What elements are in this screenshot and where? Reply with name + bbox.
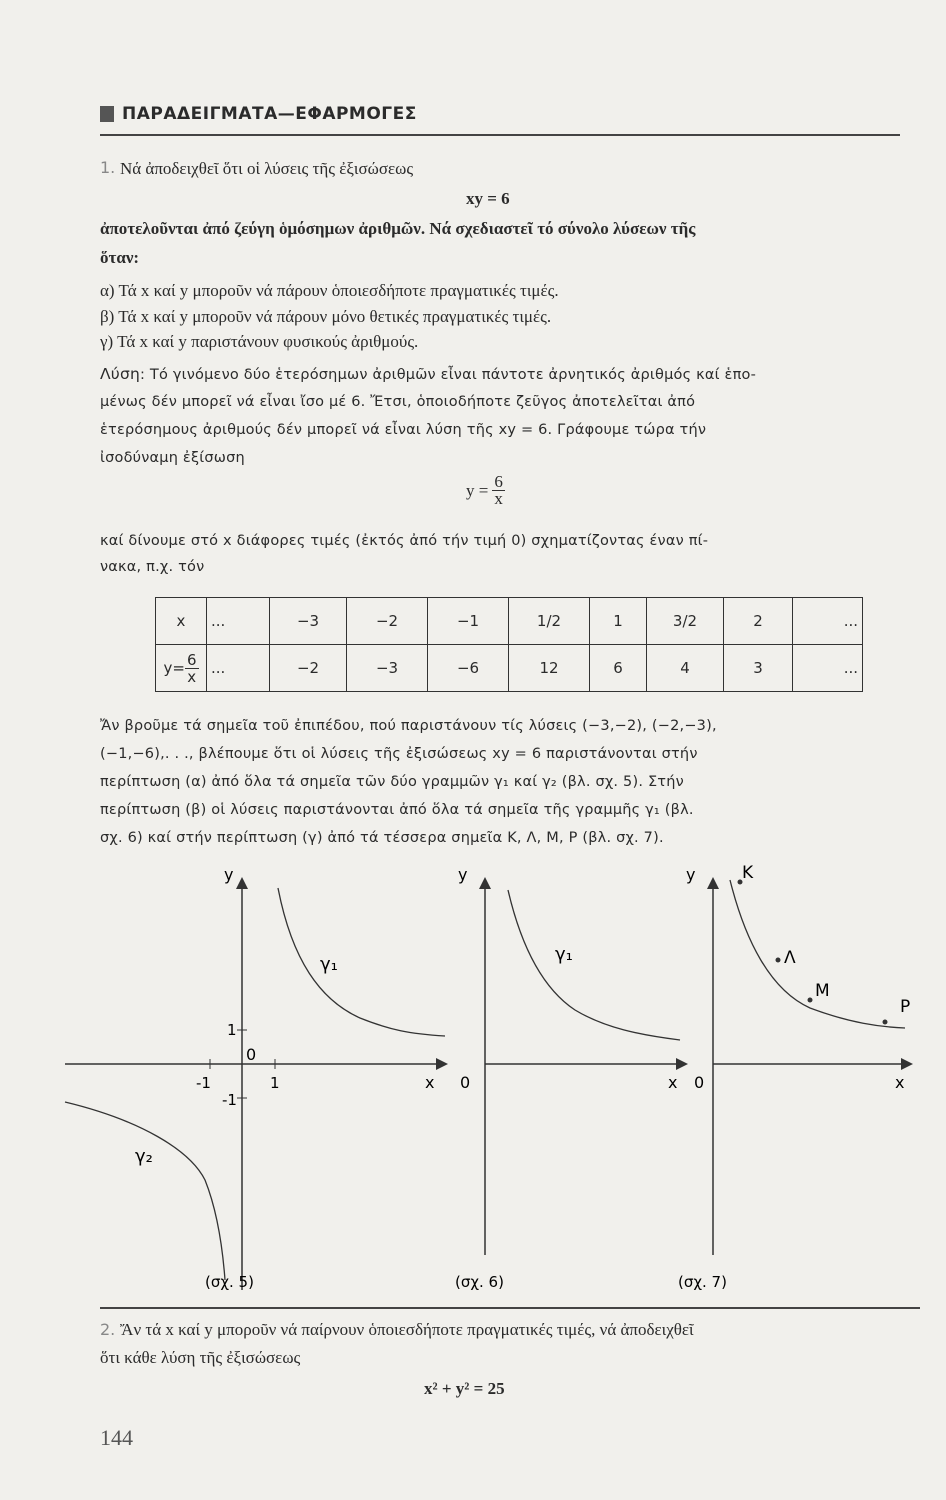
fig5-tick-label-ym1: -1 <box>222 1091 237 1109</box>
fig7-y-label: y <box>686 865 696 884</box>
table-cell: 2 <box>724 598 793 645</box>
fig7-point-P <box>883 1020 888 1025</box>
ex1-statement-1: Νά ἀποδειχθεῖ ὅτι οἱ λύσεις τῆς ἐξισώσεως <box>120 159 414 178</box>
table-cell: 6 <box>590 645 647 692</box>
table-cell: −1 <box>428 598 509 645</box>
figure-7 <box>678 863 910 1291</box>
table-cell: 1/2 <box>509 598 590 645</box>
fig7-origin: 0 <box>694 1073 705 1092</box>
fig7-point-M <box>808 998 813 1003</box>
after-table-line-2: (−1,−6),. . ., βλέπουμε ὅτι οἱ λύσεις τῆς ἐξισώσεως xy = 6 παριστάνονται στήν <box>100 746 698 762</box>
table-cell: −2 <box>347 598 428 645</box>
table-cell: x <box>156 598 207 645</box>
table-row-y <box>156 645 863 692</box>
page-number: 144 <box>100 1425 133 1450</box>
fig5-tick-label-xm1: -1 <box>196 1074 211 1092</box>
fig5-gamma1-curve <box>278 888 445 1036</box>
heading-square-icon <box>100 106 114 122</box>
solution-text-1: : Τό γινόμενο δύο ἑτερόσημων ἀριθμῶν εἶναι πάντοτε ἀρνητικός ἀριθμός καί ἑπο- <box>140 367 757 383</box>
table-cell: −2 <box>270 645 347 692</box>
fig6-origin: 0 <box>460 1073 471 1092</box>
ex1-case-a: α) Τά x καί y μποροῦν νά πάρουν ὁποιεσδήποτε πραγματικές τιμές. <box>100 281 559 300</box>
eq-denominator: x <box>494 489 503 508</box>
heading-rule <box>100 134 900 136</box>
fig5-x-label: x <box>425 1073 435 1092</box>
solution-line-5: καί δίνουμε στό x διάφορες τιμές (ἐκτός ἀπό τήν τιμή 0) σχηματίζοντας έναν πί- <box>100 533 709 549</box>
fig7-caption: (σχ. 7) <box>678 1273 727 1291</box>
table-cell: ... <box>793 645 863 692</box>
table-cell: 3/2 <box>647 598 724 645</box>
figure-6 <box>455 865 685 1291</box>
section-title: ΠΑΡΑΔΕΙΓΜΑΤΑ—ΕΦΑΡΜΟΓΕΣ <box>122 104 417 124</box>
fig7-label-L: Λ <box>784 948 796 968</box>
solution-line-4: ἰσοδύναμη ἐξίσωση <box>100 450 245 466</box>
ex2-statement-1: Ἄν τά x καί y μποροῦν νά παίρνουν ὁποιεσδήποτε πραγματικές τιμές, νά ἀποδειχθεῖ <box>120 1320 694 1339</box>
table-cell: −3 <box>347 645 428 692</box>
table-cell: ... <box>207 598 270 645</box>
ex1-statement-2: ἀποτελοῦνται ἀπό ζεύγη ὁμόσημων ἀριθμῶν. Νά σχεδιαστεῖ τό σύνολο λύσεων τῆς <box>100 219 696 238</box>
fig7-reference-curve <box>730 880 905 1028</box>
fig6-caption: (σχ. 6) <box>455 1273 504 1291</box>
fig5-caption: (σχ. 5) <box>205 1273 254 1291</box>
y-label-fraction <box>185 652 199 685</box>
figures-svg <box>0 850 946 1310</box>
figure-5 <box>65 865 445 1291</box>
table-cell: −3 <box>270 598 347 645</box>
ex2-equation: x² + y² = 25 <box>424 1379 505 1398</box>
fig7-label-K: K <box>742 863 754 883</box>
y-label-num: 6 <box>186 650 197 669</box>
exercise-1-number: 1. <box>100 158 116 177</box>
table-row-x <box>156 598 863 645</box>
solution-line-6: νακα, π.χ. τόν <box>100 559 205 575</box>
equivalent-equation <box>466 474 505 507</box>
solution-line-3: ἑτερόσημους ἀριθμούς δέν μπορεῖ νά εἶναι λύση τῆς xy = 6. Γράφουμε τώρα τήν <box>100 422 707 438</box>
section-heading <box>100 104 417 124</box>
fig5-gamma2-curve <box>65 1102 225 1280</box>
ex1-equation: xy = 6 <box>466 189 510 208</box>
table-cell: 1 <box>590 598 647 645</box>
after-table-line-4: περίπτωση (β) οἱ λύσεις παριστάνονται ἀπό ὅλα τά σημεῖα τῆς γραμμῆς γ₁ (βλ. <box>100 802 694 818</box>
table-cell: 12 <box>509 645 590 692</box>
fig7-x-label: x <box>895 1073 905 1092</box>
eq-lhs: y = <box>466 480 489 500</box>
after-table-line-3: περίπτωση (α) ἀπό ὅλα τά σημεῖα τῶν δύο γραμμῶν γ₁ καί γ₂ (βλ. σχ. 5). Στήν <box>100 774 684 790</box>
after-table-line-5: σχ. 6) καί στήν περίπτωση (γ) ἀπό τά τέσσερα σημεῖα Κ, Λ, Μ, Ρ (βλ. σχ. 7). <box>100 830 664 846</box>
fig6-y-label: y <box>458 865 468 884</box>
solution-label: Λύση <box>100 365 141 383</box>
fig6-gamma1-label: γ₁ <box>555 944 573 965</box>
fig5-gamma2-label: γ₂ <box>135 1146 153 1167</box>
values-table <box>155 597 863 692</box>
solution-line-2: μένως δέν μπορεῖ νά εἶναι ἴσο μέ 6. Ἔτσι, ὁποιοδήποτε ζεῦγος ἀποτελεῖται ἀπό <box>100 394 696 410</box>
fig5-gamma1-label: γ₁ <box>320 954 338 975</box>
table-cell: 4 <box>647 645 724 692</box>
table-cell-y-label <box>156 645 207 692</box>
exercise-2-number: 2. <box>100 1320 116 1339</box>
fig5-tick-label-x1: 1 <box>270 1074 280 1092</box>
fig5-origin: 0 <box>246 1045 257 1064</box>
table-cell: 3 <box>724 645 793 692</box>
fig6-x-label: x <box>668 1073 678 1092</box>
fig7-point-L <box>776 958 781 963</box>
after-table-line-1: Ἄν βροῦμε τά σημεῖα τοῦ ἐπιπέδου, πού παριστάνουν τίς λύσεις (−3,−2), (−2,−3), <box>100 718 717 734</box>
fig5-y-label: y <box>224 865 234 884</box>
fig7-label-P: P <box>900 997 911 1017</box>
y-label-lhs: y= <box>163 658 185 677</box>
fig5-tick-label-y1: 1 <box>227 1021 237 1039</box>
figures-bottom-rule <box>100 1307 920 1309</box>
fig6-gamma1-curve <box>508 890 680 1040</box>
table-cell: ... <box>207 645 270 692</box>
ex1-case-c: γ) Τά x καί y παριστάνουν φυσικούς ἀριθμούς. <box>100 332 419 351</box>
ex1-case-b: β) Τά x καί y μποροῦν νά πάρουν μόνο θετικές πραγματικές τιμές. <box>100 307 552 326</box>
solution-line-1 <box>100 360 756 389</box>
ex1-statement-3: ὅταν: <box>100 248 140 267</box>
y-label-den: x <box>187 667 197 686</box>
table-cell: ... <box>793 598 863 645</box>
fig7-label-M: M <box>815 981 830 1001</box>
table-cell: −6 <box>428 645 509 692</box>
eq-fraction <box>492 474 505 507</box>
eq-numerator: 6 <box>494 472 503 491</box>
ex2-statement-2: ὅτι κάθε λύση τῆς ἐξισώσεως <box>100 1348 301 1367</box>
